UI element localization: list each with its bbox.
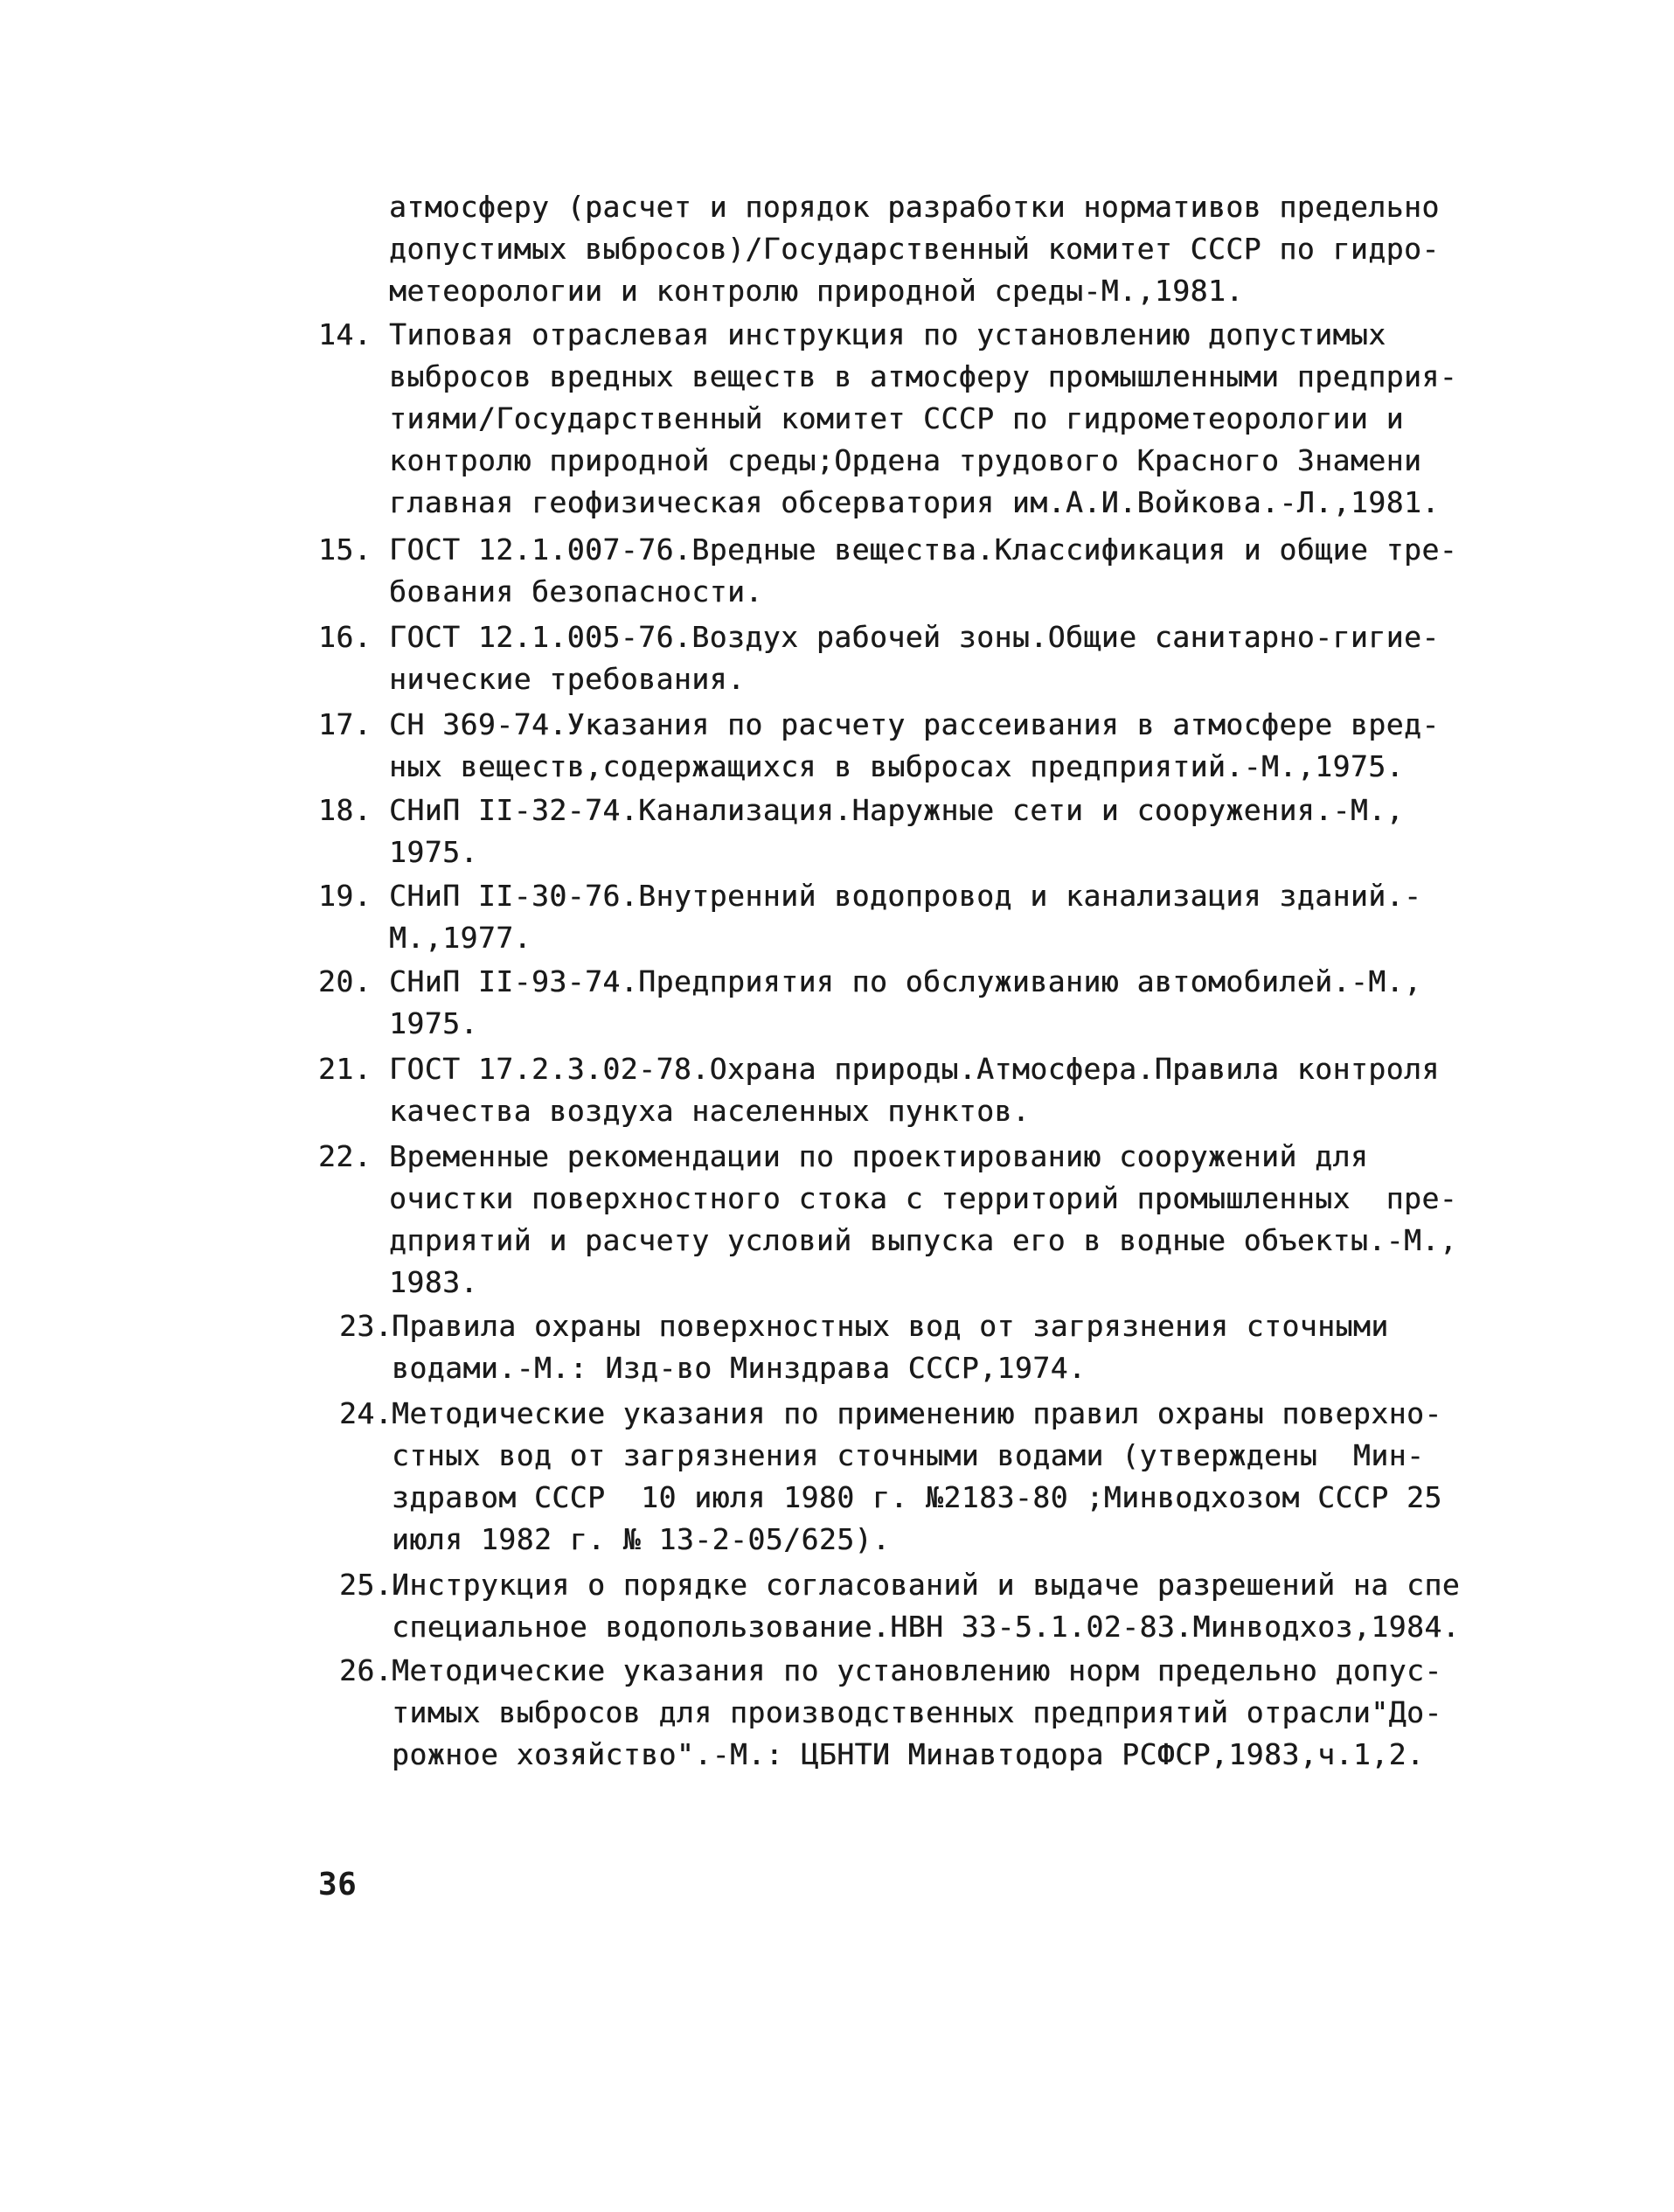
reference-number: 17. — [318, 707, 372, 741]
reference-number: 14. — [318, 317, 372, 351]
text-line: СН 369-74.Указания по расчету рассеивания в атмосфере вред- — [389, 707, 1440, 741]
text-line: нические требования. — [389, 662, 746, 696]
text-line: атмосферу (расчет и порядок разработки нормативов предельно — [389, 190, 1440, 224]
text-line: июля 1982 г. № 13-2-05/625). — [392, 1522, 891, 1556]
reference-number: 20. — [318, 964, 372, 998]
reference-number: 23. — [339, 1309, 393, 1343]
text-line: СНиП II-32-74.Канализация.Наружные сети и сооружения.-М., — [389, 793, 1404, 827]
reference-number: 16. — [318, 620, 372, 654]
text-line: Инструкция о порядке согласований и выдаче разрешений на спе — [392, 1568, 1461, 1602]
text-line: ГОСТ 12.1.007-76.Вредные вещества.Классификация и общие тре- — [389, 532, 1458, 567]
text-line: допустимых выбросов)/Государственный комитет СССР по гидро- — [389, 232, 1440, 266]
text-line: СНиП II-30-76.Внутренний водопровод и канализация зданий.- — [389, 879, 1422, 913]
text-line: Методические указания по установлению норм предельно допус- — [392, 1653, 1442, 1687]
text-line: специальное водопользование.НВН 33-5.1.02-83.Минводхоз,1984. — [392, 1610, 1461, 1644]
text-line: М.,1977. — [389, 921, 531, 955]
reference-number: 19. — [318, 879, 372, 913]
text-line: ГОСТ 12.1.005-76.Воздух рабочей зоны.Общие санитарно-гигие- — [389, 620, 1440, 654]
reference-number: 22. — [318, 1139, 372, 1173]
text-line: Методические указания по применению правил охраны поверхно- — [392, 1396, 1442, 1430]
text-line: метеорологии и контролю природной среды-М.,1981. — [389, 274, 1244, 308]
reference-number: 18. — [318, 793, 372, 827]
text-line: ных веществ,содержащихся в выбросах предприятий.-М.,1975. — [389, 749, 1404, 783]
text-line: очистки поверхностного стока с территорий промышленных пре- — [389, 1181, 1458, 1215]
text-line: тимых выбросов для производственных предприятий отрасли"До- — [392, 1695, 1442, 1729]
text-line: Временные рекомендации по проектированию сооружений для — [389, 1139, 1369, 1173]
text-line: рожное хозяйство".-М.: ЦБНТИ Минавтодора РСФСР,1983,ч.1,2. — [392, 1737, 1425, 1771]
text-line: ГОСТ 17.2.3.02-78.Охрана природы.Атмосфера.Правила контроля — [389, 1052, 1440, 1086]
reference-number: 24. — [339, 1396, 393, 1430]
text-line: качества воздуха населенных пунктов. — [389, 1094, 1031, 1128]
text-line: здравом СССР 10 июля 1980 г. №2183-80 ;Минводхозом СССР 25 — [392, 1480, 1442, 1514]
text-line: СНиП II-93-74.Предприятия по обслуживанию автомобилей.-М., — [389, 964, 1422, 998]
text-line: бования безопасности. — [389, 574, 763, 609]
text-line: тиями/Государственный комитет СССР по гидрометеорологии и — [389, 401, 1404, 435]
reference-number: 26. — [339, 1653, 393, 1687]
reference-number: 25. — [339, 1568, 393, 1602]
reference-number: 15. — [318, 532, 372, 567]
text-line: дприятий и расчету условий выпуска его в водные объекты.-М., — [389, 1223, 1458, 1257]
text-line: главная геофизическая обсерватория им.А.И.Войкова.-Л.,1981. — [389, 485, 1440, 519]
text-line: контролю природной среды;Ордена трудового Красного Знамени — [389, 443, 1422, 477]
text-line: 1983. — [389, 1265, 478, 1299]
text-line: Типовая отраслевая инструкция по установлению допустимых — [389, 317, 1386, 351]
text-line: 1975. — [389, 835, 478, 869]
text-line: водами.-М.: Изд-во Минздрава СССР,1974. — [392, 1351, 1087, 1385]
text-line: Правила охраны поверхностных вод от загрязнения сточными — [392, 1309, 1389, 1343]
text-line: стных вод от загрязнения сточными водами (утверждены Мин- — [392, 1438, 1425, 1472]
text-line: выбросов вредных веществ в атмосферу промышленными предприя- — [389, 359, 1458, 393]
page-number: 36 — [318, 1867, 358, 1902]
text-line: 1975. — [389, 1006, 478, 1040]
reference-number: 21. — [318, 1052, 372, 1086]
